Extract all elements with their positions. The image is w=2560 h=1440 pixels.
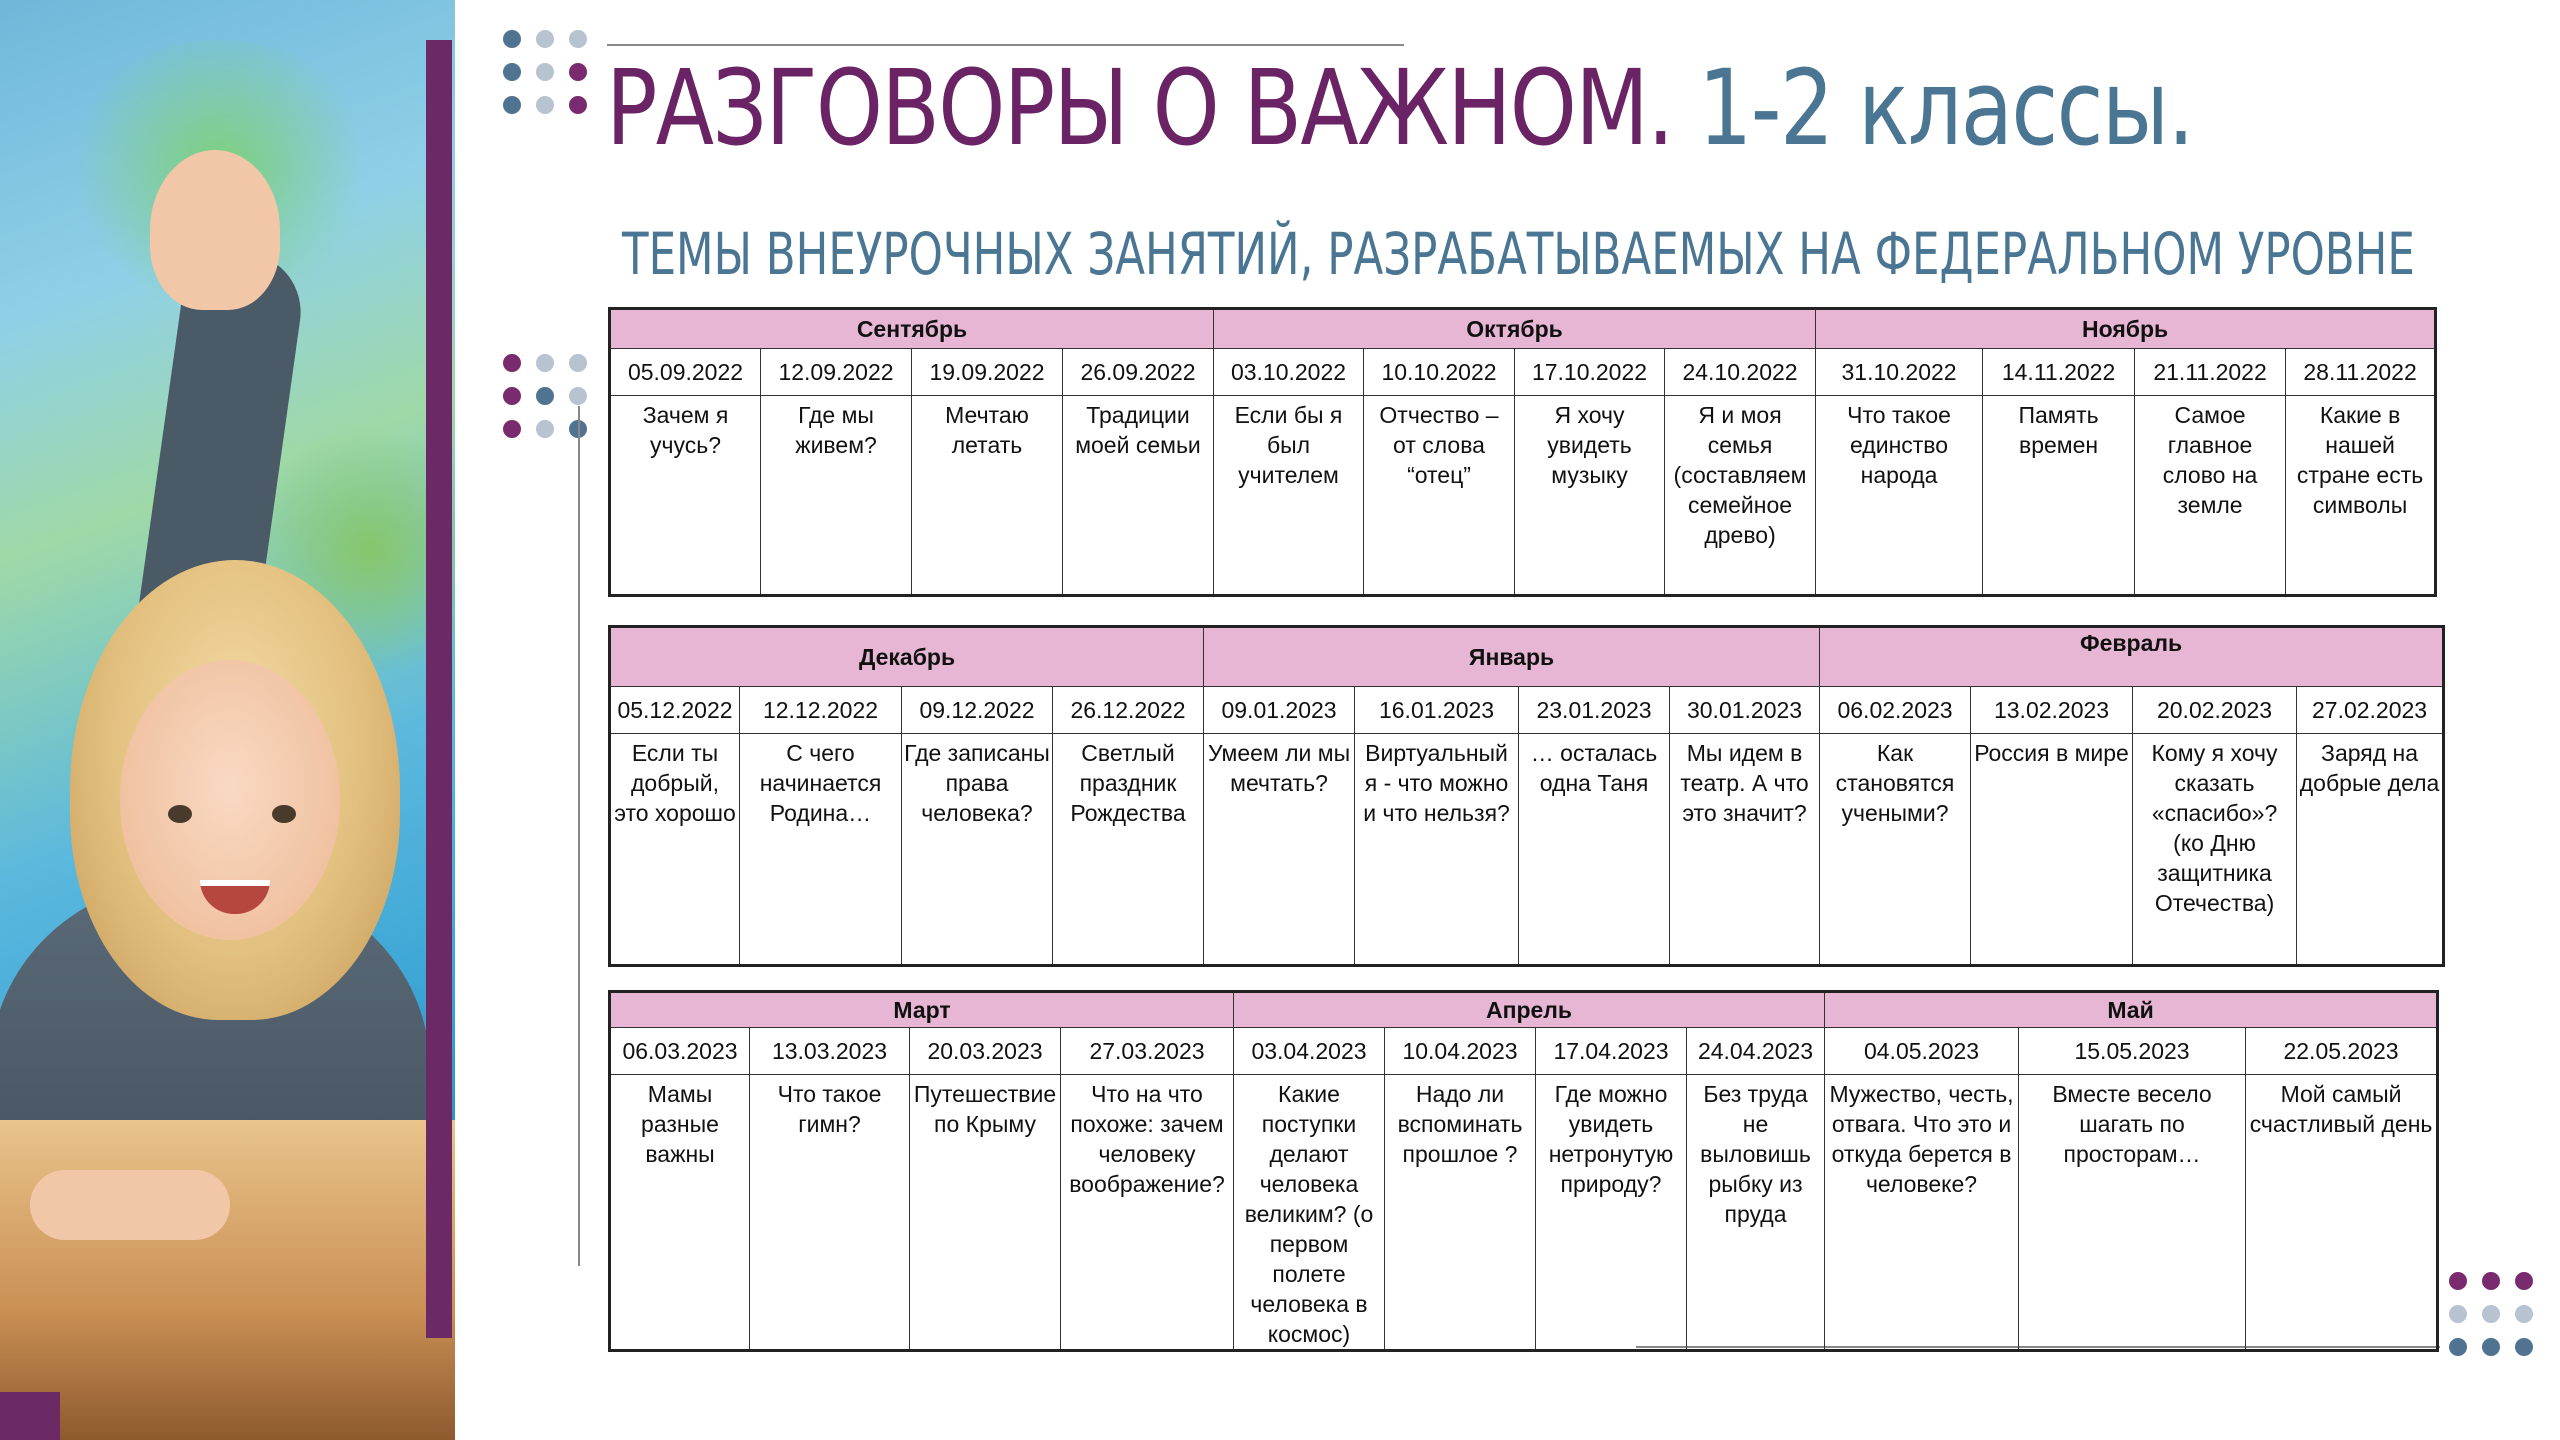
topic-cell: Память времен bbox=[1983, 396, 2135, 596]
topic-cell: … осталась одна Таня bbox=[1519, 734, 1670, 966]
topic-cell: Путешествие по Крыму bbox=[910, 1075, 1061, 1351]
date-cell: 06.02.2023 bbox=[1820, 687, 1971, 734]
date-cell: 24.04.2023 bbox=[1687, 1028, 1825, 1075]
date-cell: 13.03.2023 bbox=[750, 1028, 910, 1075]
date-cell: 05.09.2022 bbox=[610, 349, 761, 396]
month-header: Май bbox=[1825, 992, 2438, 1028]
page-title bbox=[606, 48, 2193, 168]
month-header bbox=[1820, 627, 2444, 687]
month-header: Сентябрь bbox=[610, 309, 1214, 349]
date-cell: 24.10.2022 bbox=[1665, 349, 1816, 396]
topic-cell: Виртуальный я - что можно и что нельзя? bbox=[1355, 734, 1519, 966]
date-cell: 31.10.2022 bbox=[1816, 349, 1983, 396]
month-header: Март bbox=[610, 992, 1234, 1028]
date-cell: 10.04.2023 bbox=[1385, 1028, 1536, 1075]
schedule-table-spring bbox=[608, 990, 2439, 1352]
topic-cell: Заряд на добрые дела bbox=[2297, 734, 2444, 966]
date-cell: 26.09.2022 bbox=[1063, 349, 1214, 396]
date-cell: 13.02.2023 bbox=[1971, 687, 2133, 734]
topic-cell: Мы идем в театр. А что это значит? bbox=[1670, 734, 1820, 966]
page-subtitle: ТЕМЫ ВНЕУРОЧНЫХ ЗАНЯТИЙ, РАЗРАБАТЫВАЕМЫХ НА ФЕДЕРАЛЬНОМ УРОВНЕ bbox=[622, 220, 2415, 288]
date-cell: 28.11.2022 bbox=[2286, 349, 2436, 396]
purple-accent-strip bbox=[426, 40, 452, 1338]
date-cell: 22.05.2023 bbox=[2246, 1028, 2438, 1075]
topic-cell: Я хочу увидеть музыку bbox=[1515, 396, 1665, 596]
divider-line-vertical bbox=[578, 406, 580, 1266]
topic-cell: Вместе весело шагать по просторам… bbox=[2019, 1075, 2246, 1351]
date-cell: 14.11.2022 bbox=[1983, 349, 2135, 396]
date-cell: 26.12.2022 bbox=[1053, 687, 1204, 734]
topic-cell: С чего начинается Родина… bbox=[740, 734, 902, 966]
dots-decoration-bottom-right bbox=[2449, 1272, 2533, 1356]
date-cell: 10.10.2022 bbox=[1364, 349, 1515, 396]
topic-cell: Без труда не выловишь рыбку из пруда bbox=[1687, 1075, 1825, 1351]
schedule-table-autumn bbox=[608, 307, 2437, 597]
topic-cell: Если бы я был учителем bbox=[1214, 396, 1364, 596]
topic-cell: Зачем я учусь? bbox=[610, 396, 761, 596]
topic-cell: Где записаны права человека? bbox=[902, 734, 1053, 966]
date-cell: 16.01.2023 bbox=[1355, 687, 1519, 734]
topic-cell: Самое главное слово на земле bbox=[2135, 396, 2286, 596]
date-cell: 09.12.2022 bbox=[902, 687, 1053, 734]
topic-cell: Что на что похоже: зачем человеку воображение? bbox=[1061, 1075, 1234, 1351]
month-header: Ноябрь bbox=[1816, 309, 2436, 349]
topic-cell: Что такое единство народа bbox=[1816, 396, 1983, 596]
topic-cell: Где мы живем? bbox=[761, 396, 912, 596]
topic-cell: Где можно увидеть нетронутую природу? bbox=[1536, 1075, 1687, 1351]
date-cell: 04.05.2023 bbox=[1825, 1028, 2019, 1075]
date-cell: 19.09.2022 bbox=[912, 349, 1063, 396]
date-cell: 15.05.2023 bbox=[2019, 1028, 2246, 1075]
title-main: РАЗГОВОРЫ О ВАЖНОМ. bbox=[606, 47, 1673, 169]
topic-cell: Мечтаю летать bbox=[912, 396, 1063, 596]
dots-decoration-top bbox=[503, 30, 587, 114]
topic-cell: Россия в мире bbox=[1971, 734, 2133, 966]
schedule-table-winter bbox=[608, 625, 2445, 967]
date-cell: 06.03.2023 bbox=[610, 1028, 750, 1075]
date-cell: 20.03.2023 bbox=[910, 1028, 1061, 1075]
date-cell: 12.09.2022 bbox=[761, 349, 912, 396]
topic-cell: Как становятся учеными? bbox=[1820, 734, 1971, 966]
topic-cell: Мой самый счастливый день bbox=[2246, 1075, 2438, 1351]
date-cell: 03.04.2023 bbox=[1234, 1028, 1385, 1075]
topic-cell: Мамы разные важны bbox=[610, 1075, 750, 1351]
month-header-label: Февраль bbox=[2079, 630, 2183, 656]
schoolgirl-photo bbox=[0, 0, 455, 1440]
topic-cell: Какие поступки делают человека великим? (о первом полете человека в космос) bbox=[1234, 1075, 1385, 1351]
date-cell: 21.11.2022 bbox=[2135, 349, 2286, 396]
topic-cell: Если ты добрый, это хорошо bbox=[610, 734, 740, 966]
date-cell: 05.12.2022 bbox=[610, 687, 740, 734]
month-header: Октябрь bbox=[1214, 309, 1816, 349]
date-cell: 17.04.2023 bbox=[1536, 1028, 1687, 1075]
date-cell: 23.01.2023 bbox=[1519, 687, 1670, 734]
month-header: Апрель bbox=[1234, 992, 1825, 1028]
purple-corner-block bbox=[0, 1392, 60, 1440]
topic-cell: Что такое гимн? bbox=[750, 1075, 910, 1351]
date-cell: 27.03.2023 bbox=[1061, 1028, 1234, 1075]
topic-cell: Кому я хочу сказать «спасибо»? (ко Дню защитника Отечества) bbox=[2133, 734, 2297, 966]
date-cell: 12.12.2022 bbox=[740, 687, 902, 734]
topic-cell: Я и моя семья (составляем семейное древо) bbox=[1665, 396, 1816, 596]
divider-line-top bbox=[607, 44, 1404, 46]
topic-cell: Надо ли вспоминать прошлое ? bbox=[1385, 1075, 1536, 1351]
month-header: Декабрь bbox=[610, 627, 1204, 687]
topic-cell: Какие в нашей стране есть символы bbox=[2286, 396, 2436, 596]
date-cell: 17.10.2022 bbox=[1515, 349, 1665, 396]
month-header: Январь bbox=[1204, 627, 1820, 687]
topic-cell: Умеем ли мы мечтать? bbox=[1204, 734, 1355, 966]
date-cell: 30.01.2023 bbox=[1670, 687, 1820, 734]
topic-cell: Отчество – от слова “отец” bbox=[1364, 396, 1515, 596]
date-cell: 09.01.2023 bbox=[1204, 687, 1355, 734]
date-cell: 03.10.2022 bbox=[1214, 349, 1364, 396]
dots-decoration-middle bbox=[503, 354, 587, 438]
date-cell: 20.02.2023 bbox=[2133, 687, 2297, 734]
topic-cell: Мужество, честь, отвага. Что это и откуда берется в человеке? bbox=[1825, 1075, 2019, 1351]
date-cell: 27.02.2023 bbox=[2297, 687, 2444, 734]
topic-cell: Светлый праздник Рождества bbox=[1053, 734, 1204, 966]
title-grade: 1-2 классы. bbox=[1698, 47, 2194, 169]
topic-cell: Традиции моей семьи bbox=[1063, 396, 1214, 596]
